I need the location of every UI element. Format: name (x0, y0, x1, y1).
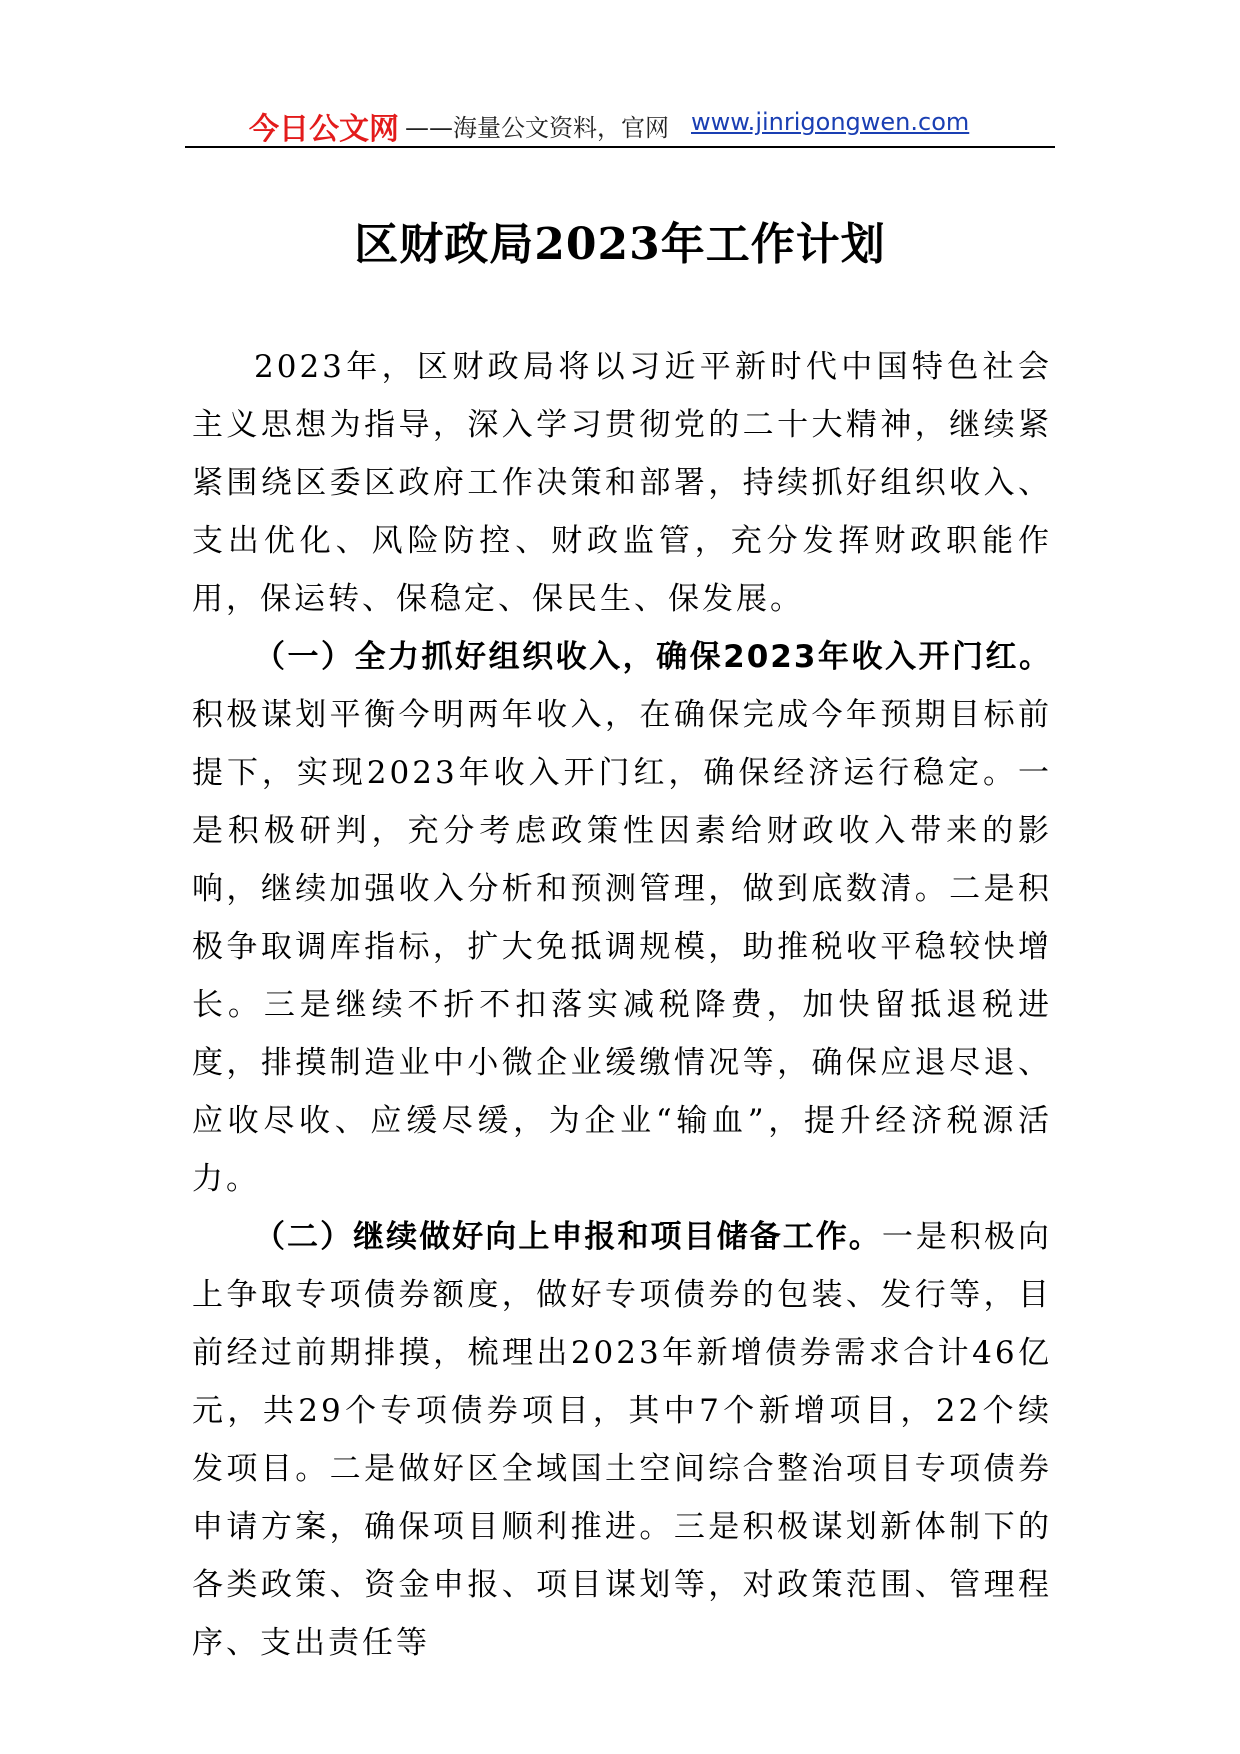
paragraph-section-2 (192, 1208, 1052, 1672)
paragraph-section-1 (192, 628, 1052, 1208)
site-tagline: ——海量公文资料，官网 (405, 114, 669, 142)
paragraph-text: 2023年，区财政局将以习近平新时代中国特色社会主义思想为指导，深入学习贯彻党的二十大精神，继续紧紧围绕区委区政府工作决策和部署，持续抓好组织收入、支出优化、风险防控、财政监管，充分发挥财政职能作用，保运转、保稳定、保民生、保发展。 (192, 349, 1052, 617)
section-heading: （一）全力抓好组织收入，确保2023年收入开门红。 (254, 639, 1052, 675)
site-header (185, 96, 1055, 148)
section-heading: （二）继续做好向上申报和项目储备工作。 (254, 1219, 882, 1255)
document-body (192, 338, 1052, 1672)
paragraph-text: 积极谋划平衡今明两年收入，在确保完成今年预期目标前提下，实现2023年收入开门红，确保经济运行稳定。一是积极研判，充分考虑政策性因素给财政收入带来的影响，继续加强收入分析和预测管理，做到底数清。二是积极争取调库指标，扩大免抵调规模，助推税收平稳较快增长。三是继续不折不扣落实减税降费，加快留抵退税进度，排摸制造业中小微企业缓缴情况等，确保应退尽退、应收尽收、应缓尽缓，为企业“输血”，提升经济税源活力。 (192, 697, 1052, 1197)
paragraph-intro (192, 338, 1052, 628)
paragraph-text: 一是积极向上争取专项债券额度，做好专项债券的包装、发行等，目前经过前期排摸，梳理出2023年新增债券需求合计46亿元，共29个专项债券项目，其中7个新增项目，22个续发项目。二是做好区全域国土空间综合整治项目专项债券申请方案，确保项目顺利推进。三是积极谋划新体制下的各类政策、资金申报、项目谋划等，对政策范围、管理程序、支出责任等 (192, 1219, 1053, 1661)
site-link[interactable]: www.jinrigongwen.com (691, 108, 970, 136)
document-title: 区财政局2023年工作计划 (354, 219, 886, 270)
site-brand[interactable]: 今日公文网 (249, 112, 399, 147)
